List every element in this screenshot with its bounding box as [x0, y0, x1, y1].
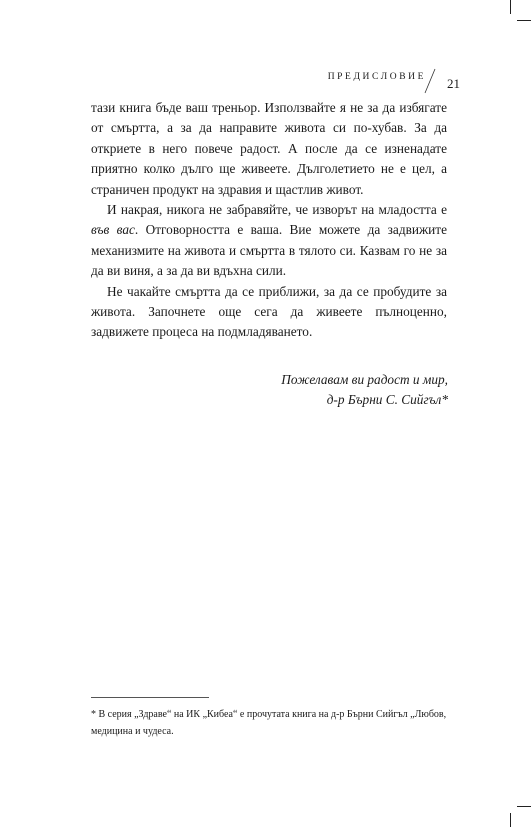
paragraph-2-end: . Отговорността е ваша. Вие можете да задвижите механизмите на живота и смъртта в тялото си. Казвам го не за да ви виня, а за да ви вдъхна сили.	[91, 222, 447, 279]
crop-mark-top-vertical	[510, 0, 511, 14]
running-head-slash	[424, 68, 436, 94]
signature-line-1: Пожелавам ви радост и мир,	[281, 372, 448, 387]
running-head	[300, 68, 460, 94]
paragraph-1: тази книга бъде ваш треньор. Използвайте я не за да избягате от смъртта, а за да направите живота си по-хубав. За да откриете в него повече радост. А после да се изненадате приятно колко дълго ще живеете. Дълголетието не е цел, а страничен продукт на здравия и щастлив живот.	[91, 100, 447, 197]
crop-mark-bottom-vertical	[510, 813, 511, 827]
footnote-rule	[91, 697, 209, 698]
footnote: * В серия „Здраве“ на ИК „Кибеа“ е прочутата книга на д-р Бърни Сийгъл „Любов, медицина и чудеса.	[91, 709, 447, 737]
signature-line-2: д-р Бърни С. Сийгъл*	[326, 392, 448, 407]
paragraph-3: Не чакайте смъртта да се приближи, за да се пробудите за живота. Започнете още сега да живеете пълноценно, задвижете процеса на подмладяването.	[91, 283, 447, 340]
signature-block	[230, 370, 448, 410]
paragraph-2-start: И накрая, никога не забравяйте, че изворът на младостта е	[107, 202, 447, 218]
section-title: ПРЕДИСЛОВИЕ	[327, 72, 426, 82]
crop-mark-bottom-horizontal	[517, 806, 531, 807]
body-text	[91, 98, 447, 343]
paragraph-2	[91, 200, 447, 282]
paragraph-2-emphasis: във вас	[91, 222, 135, 238]
crop-mark-top-horizontal	[517, 20, 531, 21]
page-number: 21	[447, 76, 460, 91]
